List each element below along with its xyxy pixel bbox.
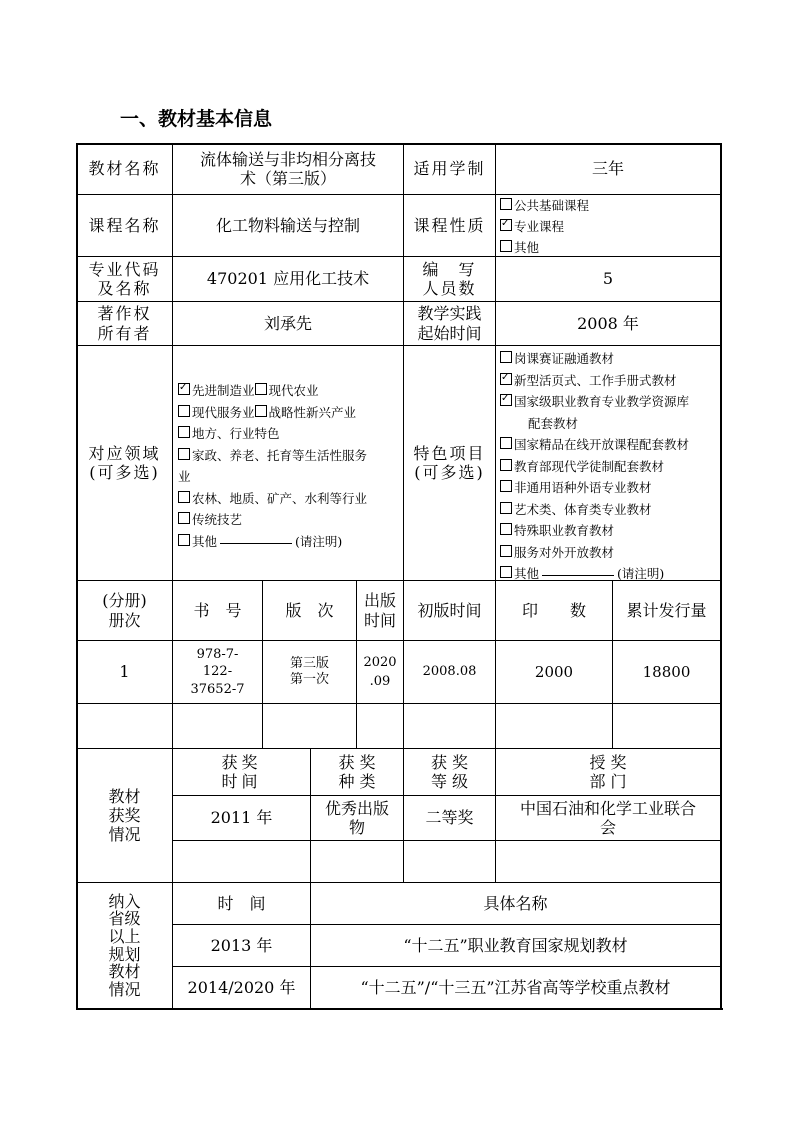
award-level-header-line1: 获 奖 (430, 752, 469, 772)
fields-option-continuation (178, 466, 400, 488)
fields-label-line1: 对应领域 (88, 443, 161, 463)
award-time-header-line2: 时间 (221, 772, 262, 791)
fields-option-row (178, 488, 400, 510)
field-other-note: (请注明) (295, 533, 343, 549)
first-pub-value: 2008.08 (422, 664, 477, 680)
practice-start: 2008 年 (577, 313, 639, 333)
feature-option-label: 国家级职业教育专业教学资源库 (514, 394, 690, 409)
award-dept-line1: 中国石油和化学工业联合 (519, 798, 696, 818)
prints-value: 2000 (534, 663, 574, 681)
field-local-features: 地方、行业特色 (192, 426, 280, 441)
edition-value (263, 641, 356, 703)
award-type-line1: 优秀出版 (324, 798, 389, 818)
pub-time-value (357, 641, 403, 703)
award-time-header-line1: 获奖 (221, 752, 262, 772)
textbook-name (173, 144, 403, 194)
feature-other-input[interactable] (542, 563, 614, 576)
planning-time-value: 2014/2020 年 (187, 977, 296, 997)
feature-option[interactable] (500, 456, 720, 478)
feature-option-label: 岗课赛证融通教材 (514, 351, 615, 366)
planning-name-header: 具体名称 (483, 893, 548, 913)
field-modern-agriculture: 现代农业 (268, 383, 319, 398)
planning-time-value: 2013 年 (210, 935, 273, 955)
awards-label-line3: 情况 (108, 825, 141, 845)
feature-option[interactable] (500, 348, 720, 370)
award-dept-line2: 会 (599, 818, 616, 837)
checkbox-icon[interactable] (500, 351, 512, 363)
authors-label-line2: 人员数 (422, 279, 477, 298)
awards-label-line2: 获奖 (108, 805, 141, 825)
checkbox-icon[interactable] (500, 459, 512, 471)
feature-option[interactable] (500, 499, 720, 521)
volume-header-line1: (分册) (102, 591, 147, 611)
checkbox-icon[interactable] (500, 545, 512, 557)
features-label (404, 346, 495, 580)
planning-time-header: 时 间 (217, 893, 266, 913)
course-name-value: 化工物料输送与控制 (215, 215, 360, 235)
award-type-value (311, 796, 403, 840)
total-value: 18800 (642, 663, 691, 681)
fields-options (178, 380, 400, 552)
checkbox-checked-icon[interactable] (500, 219, 512, 231)
volume-header (77, 581, 172, 640)
isbn-value (173, 641, 262, 703)
isbn-header: 书 号 (193, 600, 242, 620)
course-nature-option[interactable] (500, 195, 720, 216)
fields-option-row (178, 380, 400, 402)
pub-time-line1: 2020 (363, 654, 397, 670)
feature-option-continuation (500, 413, 720, 435)
feature-option[interactable] (500, 477, 720, 499)
planning-label-line: 以上 (108, 926, 141, 946)
award-dept-value (496, 796, 720, 840)
checkbox-icon[interactable] (500, 480, 512, 492)
checkbox-checked-icon[interactable] (500, 373, 512, 385)
fields-option-row (178, 509, 400, 531)
award-time-header (173, 749, 310, 795)
features-options (500, 348, 720, 585)
edition-header: 版 次 (285, 600, 334, 620)
planning-name-value: “十二五”/“十三五”江苏省高等学校重点教材 (360, 977, 671, 997)
checkbox-icon[interactable] (500, 437, 512, 449)
checkbox-icon[interactable] (500, 523, 512, 535)
features-label-line2: (可多选) (414, 463, 485, 482)
checkbox-checked-icon[interactable] (500, 394, 512, 406)
major-label (77, 257, 172, 301)
pub-time-header-line1: 出版 (363, 591, 396, 611)
course-nature-label: 课程性质 (413, 215, 486, 235)
checkbox-icon[interactable] (500, 502, 512, 514)
pub-time-line2: .09 (369, 674, 391, 689)
checkbox-icon[interactable] (500, 566, 512, 578)
copyright-label (77, 302, 172, 345)
features-label-line1: 特色项目 (413, 443, 486, 463)
checkbox-icon[interactable] (255, 383, 267, 395)
copyright-owner: 刘承先 (263, 313, 312, 333)
course-nature-option[interactable] (500, 237, 720, 258)
study-system-value: 三年 (591, 159, 624, 179)
course-nature-option[interactable] (500, 216, 720, 237)
course-nature-option-label: 其他 (514, 240, 540, 255)
feature-option-label-cont: 配套教材 (528, 415, 579, 431)
isbn-line1: 978-7- (196, 646, 239, 662)
checkbox-icon[interactable] (178, 448, 190, 460)
planning-label-line: 情况 (108, 979, 141, 999)
feature-option[interactable] (500, 370, 720, 392)
textbook-name-line1: 流体输送与非均相分离技 (199, 149, 376, 169)
feature-option[interactable] (500, 542, 720, 564)
major-value: 470201 应用化工技术 (206, 269, 370, 289)
checkbox-icon[interactable] (500, 198, 512, 210)
award-type-header (311, 749, 403, 795)
awards-label-line1: 教材 (108, 786, 141, 806)
total-header: 累计发行量 (626, 600, 707, 620)
major-label-line1: 专业代码 (88, 259, 161, 279)
isbn-line2: 122- (202, 664, 233, 680)
field-household-services: 家政、养老、托育等生活性服务 (192, 447, 368, 463)
isbn-line3: 37652-7 (190, 681, 245, 697)
textbook-name-label: 教材名称 (88, 159, 161, 179)
planning-label-line: 教材 (108, 962, 141, 982)
planning-label (77, 883, 172, 1008)
fields-option-row (178, 445, 400, 467)
feature-option[interactable] (500, 391, 720, 413)
feature-option-label: 国家精品在线开放课程配套教材 (514, 437, 690, 452)
practice-label-line1: 教学实践 (417, 304, 482, 324)
course-name-label: 课程名称 (88, 215, 161, 235)
planning-label-line: 纳入 (108, 891, 141, 911)
fields-label (77, 346, 172, 580)
award-time-value: 2011 年 (210, 808, 273, 828)
field-strategic-industries: 战略性新兴产业 (268, 404, 357, 420)
course-nature-options (500, 195, 720, 258)
feature-option-label: 特殊职业教育教材 (514, 523, 615, 538)
feature-other-note: (请注明) (617, 566, 665, 581)
copyright-label-line2: 所有者 (97, 323, 152, 343)
course-nature-option-label: 公共基础课程 (514, 198, 590, 213)
feature-option-label: 非通用语种外语专业教材 (514, 480, 652, 495)
field-other-label: 其他 (192, 533, 218, 549)
volume-header-line2: 册次 (108, 610, 141, 630)
major-label-line2: 及名称 (97, 279, 152, 298)
award-dept-header-line1: 授 奖 (589, 752, 627, 772)
award-dept-header (496, 749, 720, 795)
planning-label-line: 省级 (108, 909, 141, 929)
copyright-label-line1: 著作权 (97, 304, 152, 324)
feature-option-label: 艺术类、体育类专业教材 (514, 501, 652, 517)
award-type-header-line2: 种 类 (338, 772, 376, 791)
checkbox-icon[interactable] (178, 512, 190, 524)
fields-option-row (178, 423, 400, 445)
feature-other-label: 其他 (514, 566, 540, 581)
award-dept-header-line2: 部 门 (589, 772, 627, 791)
award-level-header-line2: 等 级 (430, 772, 469, 791)
feature-option-label: 服务对外开放教材 (514, 544, 615, 560)
prints-header: 印 数 (521, 600, 586, 620)
planning-label-line: 规划 (108, 944, 141, 964)
edition-line2: 第一次 (289, 672, 329, 687)
fields-label-line2: (可多选) (89, 463, 160, 482)
authors-count: 5 (602, 269, 614, 289)
fields-option-row (178, 531, 400, 553)
award-type-line2: 物 (348, 818, 365, 837)
authors-label (404, 257, 495, 301)
authors-label-line1: 编 写 (422, 259, 477, 279)
field-traditional-crafts: 传统技艺 (192, 512, 243, 527)
textbook-name-line2: 术（第三版） (239, 169, 336, 188)
award-type-header-line1: 获 奖 (338, 752, 376, 772)
checkbox-icon[interactable] (255, 405, 267, 417)
feature-option[interactable] (500, 434, 720, 456)
field-other-input[interactable] (220, 531, 292, 544)
checkbox-icon[interactable] (178, 426, 190, 438)
field-advanced-manufacturing: 先进制造业 (192, 383, 255, 398)
award-level-value: 二等奖 (425, 808, 474, 828)
award-level-header (404, 749, 495, 795)
course-nature-option-label: 专业课程 (514, 219, 565, 234)
awards-label (77, 749, 172, 882)
pub-time-header (357, 581, 403, 640)
section-heading: 一、教材基本信息 (120, 108, 273, 130)
planning-name-value: “十二五”职业教育国家规划教材 (403, 935, 628, 955)
practice-label (404, 302, 495, 345)
field-agri-forestry: 农林、地质、矿产、水利等行业 (192, 490, 368, 506)
feature-option-label: 教育部现代学徒制配套教材 (514, 458, 665, 474)
checkbox-icon[interactable] (178, 491, 190, 503)
checkbox-checked-icon[interactable] (178, 383, 190, 395)
checkbox-icon[interactable] (500, 240, 512, 252)
field-modern-services: 现代服务业 (192, 404, 255, 420)
practice-label-line2: 起始时间 (417, 323, 482, 343)
study-system-label: 适用学制 (413, 159, 486, 179)
edition-line1: 第三版 (289, 656, 329, 672)
checkbox-icon[interactable] (178, 534, 190, 546)
pub-time-header-line2: 时间 (363, 610, 396, 630)
feature-option[interactable] (500, 520, 720, 542)
volume-value: 1 (119, 662, 130, 682)
checkbox-icon[interactable] (178, 405, 190, 417)
first-pub-header: 初版时间 (417, 600, 482, 620)
feature-option-label: 新型活页式、工作手册式教材 (514, 372, 677, 388)
fields-option-row (178, 402, 400, 424)
field-household-services-cont: 业 (178, 469, 191, 484)
